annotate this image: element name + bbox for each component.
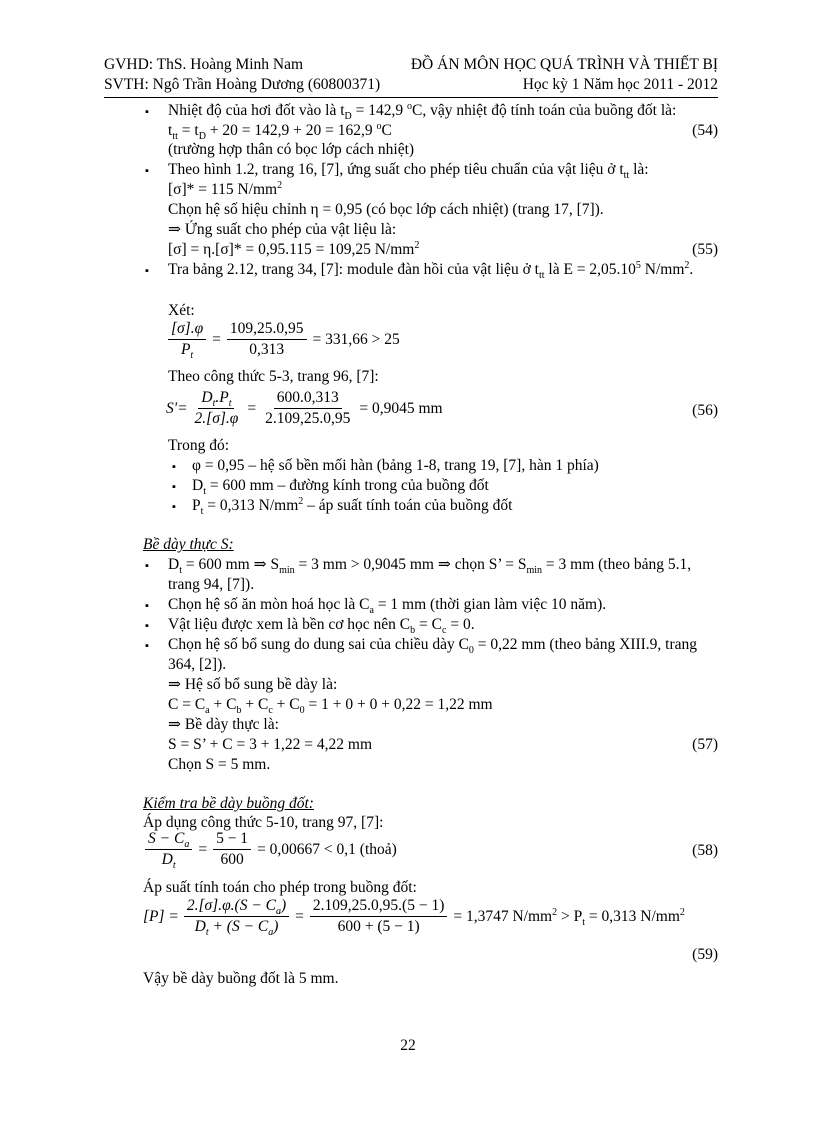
bullet-icon: ▪ <box>145 265 149 277</box>
header-semester: Học kỳ 1 Năm học 2011 - 2012 <box>522 76 718 93</box>
page-number: 22 <box>400 1037 416 1054</box>
header-student: SVTH: Ngô Trần Hoàng Dương (60800371) <box>104 76 381 93</box>
equation-number-59: (59) <box>692 946 718 963</box>
header-course-title: ĐỒ ÁN MÔN HỌC QUÁ TRÌNH VÀ THIẾT BỊ <box>410 56 718 73</box>
allowable-pressure-formula: [P] = $\frac{2.[\sigma].\varphi.(S - C_a)}{D_t + (S - C_a)}$ = $\frac{2.109,25.0,95.(5 - 1)}{600 + (5 - 1)}$ = 1,3747 $N/mm^2 > P_t = 0,313$ $N/mm^2$ <box>143 897 685 939</box>
equation-number-58: (58) <box>692 842 718 859</box>
be-day-line5: ⇒ Hệ số bổ sung bề dày là: <box>168 676 338 693</box>
header-instructor: GVHD: ThS. Hoàng Minh Nam <box>104 56 304 73</box>
bullet-icon: ▪ <box>145 560 149 572</box>
equation-number-56: (56) <box>692 402 718 419</box>
be-day-line7: ⇒ Bề dày thực là: <box>168 716 279 733</box>
section-title-kiem-tra: Kiểm tra bề dày buồng đốt: <box>143 795 314 812</box>
b2-line3: Chọn hệ số hiệu chỉnh η = 0,95 (có bọc lớp cách nhiệt) (trang 17, [7]). <box>168 201 604 218</box>
b2-line4: ⇒ Ứng suất cho phép của vật liệu là: <box>168 221 397 238</box>
kiem-tra-line2: Áp suất tính toán cho phép trong buồng đốt: <box>143 879 417 896</box>
bullet-icon: ▪ <box>145 165 149 177</box>
be-day-item1-line2: trang 94, [7]). <box>168 576 255 593</box>
bullet-icon: ▪ <box>145 620 149 632</box>
be-day-item3: Vật liệu được xem là bền cơ học nên $C_b = C_c = 0$. <box>168 616 475 637</box>
be-day-item2: Chọn hệ số ăn mòn hoá học là $C_a = 1$ mm (thời gian làm việc 10 năm). <box>168 596 607 617</box>
xet-label: Xét: <box>168 302 195 319</box>
b2-line5: [σ] = η.[σ]* = 0,95.115 = 109,25 $N/mm^2$ <box>168 239 420 258</box>
bullet-icon: ▪ <box>172 481 176 493</box>
be-day-line9: Chọn S = 5 mm. <box>168 756 271 773</box>
theo-cong-thuc-5-3: Theo công thức 5-3, trang 96, [7]: <box>168 368 379 385</box>
bullet-icon: ▪ <box>145 106 149 118</box>
header-divider <box>104 97 718 98</box>
bullet-icon: ▪ <box>172 461 176 473</box>
trong-do-item3: $P_t = 0,313$ $N/mm^2$ – áp suất tính toán của buồng đốt <box>192 495 513 518</box>
b1-line1: Nhiệt độ của hơi đốt vào là $t_D = 142,9$ $^o$C, vậy nhiệt độ tính toán của buồng đốt là: <box>168 100 677 123</box>
equation-number-54: (54) <box>692 122 718 139</box>
be-day-line6: $C = C_a + C_b + C_c + C_0 = 1 + 0 + 0 + 0,22 = 1,22$ mm <box>168 696 493 717</box>
s-prime-formula: S'= $\frac{D_t.P_t}{2.[\sigma].\varphi}$ = $\frac{600.0,313}{2.109,25.0,95}$ = 0,9045 mm <box>166 389 443 427</box>
equation-number-57: (57) <box>692 736 718 753</box>
be-day-item4-line2: 364, [2]). <box>168 656 227 673</box>
b3-line: Tra bảng 2.12, trang 34, [7]: module đàn hồi của vật liệu ở $t_{tt}$ là $E = 2,05.10^5$ $N/mm^2$. <box>168 259 694 282</box>
bullet-icon: ▪ <box>145 600 149 612</box>
equation-number-55: (55) <box>692 241 718 258</box>
xet-formula: $\frac{[\sigma].\varphi}{P_t}$ = $\frac{109,25.0,95}{0,313}$ = 331,66 > 25 <box>166 320 400 359</box>
trong-do-item1: φ = 0,95 – hệ số bền mối hàn (bảng 1-8, trang 19, [7], hàn 1 phía) <box>192 457 599 474</box>
section-title-be-day-thuc: Bề dày thực S: <box>143 536 234 553</box>
b2-line1: Theo hình 1.2, trang 16, [7], ứng suất cho phép tiêu chuẩn của vật liệu ở $t_{tt}$ là: <box>168 161 649 182</box>
kiem-tra-formula: $\frac{S - C_a}{D_t}$ = $\frac{5 - 1}{600}$ = 0,00667 < 0,1 (thoả) <box>143 830 397 869</box>
kiem-tra-line1: Áp dụng công thức 5-10, trang 97, [7]: <box>143 814 384 831</box>
be-day-item4-line1: Chọn hệ số bổ sung do dung sai của chiều dày $C_0 = 0,22$ mm (theo bảng XIII.9, trang <box>168 636 698 657</box>
conclusion: Vậy bề dày buồng đốt là 5 mm. <box>143 970 339 987</box>
b1-line3: (trường hợp thân có bọc lớp cách nhiệt) <box>168 141 415 158</box>
b2-line2: [σ]* = 115 $N/mm^2$ <box>168 179 283 198</box>
be-day-line8: S = S’ + C = 3 + 1,22 = 4,22 mm <box>168 736 373 753</box>
bullet-icon: ▪ <box>145 640 149 652</box>
be-day-item1-line1: $D_t = 600$ mm ⇒ $S_{min} = 3$ mm > 0,9045 mm ⇒ chọn S’ = $S_{min} = 3$ mm (theo bảng 5.1, <box>168 556 692 577</box>
bullet-icon: ▪ <box>172 501 176 513</box>
trong-do-label: Trong đó: <box>168 437 230 454</box>
b1-line2: $t_{tt} = t_D + 20 = 142,9 + 20 = 162,9$ $^o$C <box>168 120 392 143</box>
trong-do-item2: $D_t = 600$ mm – đường kính trong của buồng đốt <box>192 477 489 498</box>
